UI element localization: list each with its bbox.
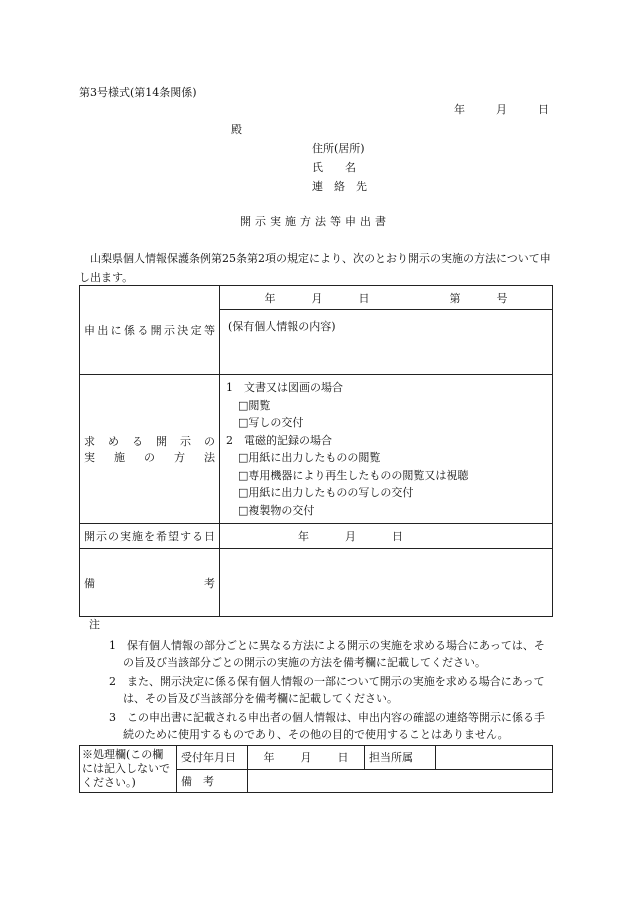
- decision-label: 申 出 に 係 る 開 示 決 定 等: [84, 324, 215, 337]
- notes-section: [79, 616, 553, 745]
- desired-year: 年: [298, 530, 309, 543]
- received-date-cell: [248, 746, 365, 770]
- checkbox-device-playback[interactable]: □専用機器により再生したものの閲覧又は視聴: [238, 468, 469, 482]
- note-item: 2 また、開示決定に係る保有個人情報の一部について開示の実施を求める場合にあっては、その旨及び当該部分を備考欄に記載してください。: [109, 675, 545, 705]
- processing-heading: ※処理欄(この欄には記入しないでください。): [80, 746, 177, 793]
- processing-remarks-cell: [248, 769, 553, 793]
- decision-no-prefix: 第: [449, 291, 461, 305]
- method-label-cell: [80, 375, 220, 524]
- processing-table: [79, 745, 553, 793]
- notes-heading: 注: [89, 618, 100, 631]
- decision-label-cell: [80, 286, 220, 375]
- checkbox-copy-delivery[interactable]: □写しの交付: [238, 416, 304, 429]
- decision-year: 年: [264, 291, 276, 305]
- address-label: 住所(居所): [312, 142, 365, 155]
- intro-text: 山梨県個人情報保護条例第25条第2項の規定により、次のとおり開示の実施の方法について申し出ます。: [79, 252, 551, 284]
- decision-day: 日: [358, 291, 370, 305]
- checkbox-duplicate-delivery[interactable]: □複製物の交付: [238, 503, 315, 517]
- method-label-top: 求 め る 開 示 の: [84, 435, 215, 448]
- department-label: 担当所属: [365, 746, 436, 770]
- checkbox-inspection[interactable]: □閲覧: [238, 398, 271, 412]
- contact-label: 連 絡 先: [312, 180, 367, 193]
- name-label: 氏 名: [312, 161, 356, 174]
- desired-day: 日: [392, 530, 403, 543]
- info-content-cell[interactable]: [220, 310, 553, 375]
- decision-no-suffix: 号: [496, 291, 508, 305]
- desired-date-cell[interactable]: [220, 524, 553, 549]
- document-title: 開示実施方法等申出書: [240, 215, 390, 228]
- desired-date-label: 開 示 の 実 施 を 希 望 す る 日: [84, 530, 215, 543]
- desired-month: 月: [345, 530, 356, 543]
- elec-method-header: 2 電磁的記録の場合: [226, 433, 332, 447]
- form-number: 第3号様式(第14条関係): [79, 86, 197, 99]
- date-month: 月: [496, 103, 507, 116]
- received-month: 月: [300, 751, 312, 765]
- received-day: 日: [337, 751, 349, 765]
- checkbox-printed-inspection[interactable]: □用紙に出力したものの閲覧: [238, 451, 381, 464]
- received-date-label: 受付年月日: [177, 746, 248, 770]
- note-item: 3 この申出書に記載される申出者の個人情報は、申出内容の確認の連絡等開示に係る手続のために使用するものであり、その他の目的で使用することはありません。: [109, 711, 545, 741]
- method-options-cell: [220, 375, 553, 524]
- received-year: 年: [263, 751, 275, 765]
- decision-date-cell[interactable]: [220, 286, 553, 310]
- addressee-suffix: 殿: [231, 123, 242, 136]
- note-item: 1 保有個人情報の部分ごとに異なる方法による開示の実施を求める場合にあっては、その旨及び当該部分ごとの開示の実施の方法を備考欄に記載してください。: [109, 639, 545, 669]
- submission-date: [454, 101, 549, 117]
- desired-date-label-cell: [80, 524, 220, 549]
- method-label-bottom: 実 施 の 方 法: [84, 451, 215, 464]
- info-content-label: (保有個人情報の内容): [228, 320, 336, 333]
- date-year: 年: [454, 103, 465, 116]
- remarks-label-cell: [80, 549, 220, 617]
- processing-remarks-label: 備 考: [177, 769, 248, 793]
- application-table: [79, 285, 553, 617]
- date-day: 日: [538, 103, 549, 116]
- decision-month: 月: [311, 291, 323, 305]
- department-cell: [436, 746, 553, 770]
- doc-method-header: 1 文書又は図画の場合: [226, 381, 343, 394]
- remarks-label: 備 考: [84, 576, 215, 590]
- remarks-cell[interactable]: [220, 549, 553, 617]
- checkbox-printed-copy[interactable]: □用紙に出力したものの写しの交付: [238, 486, 414, 499]
